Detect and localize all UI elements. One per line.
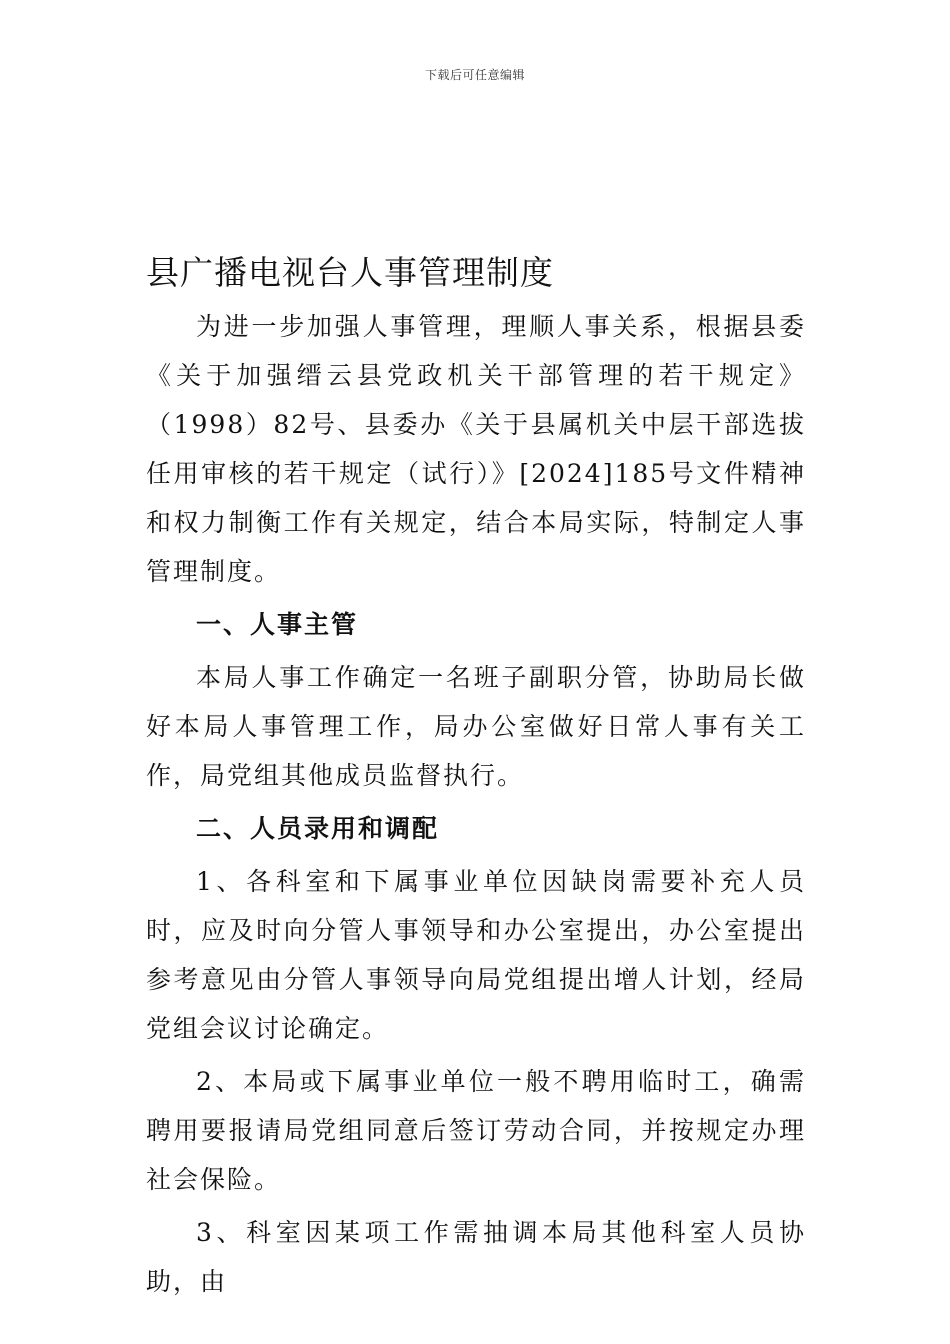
section-2-item-1: 1、各科室和下属事业单位因缺岗需要补充人员时，应及时向分管人事领导和办公室提出，办公室提出参考意见由分管人事领导向局党组提出增人计划，经局党组会议讨论确定。 (146, 867, 806, 1043)
section-1-heading: 一、人事主管 (196, 610, 359, 639)
section-2-item-2: 2、本局或下属事业单位一般不聘用临时工，确需聘用要报请局党组同意后签订劳动合同，并按规定办理社会保险。 (146, 1067, 806, 1194)
header-note: 下载后可任意编辑 (424, 68, 525, 82)
document-title: 县广播电视台人事管理制度 (146, 253, 554, 292)
section-2-item-3: 3、科室因某项工作需抽调本局其他科室人员协助，由 (146, 1218, 806, 1296)
section-2-heading: 二、人员录用和调配 (196, 814, 440, 843)
document-body (146, 250, 806, 1306)
section-1-body: 本局人事工作确定一名班子副职分管，协助局长做好本局人事管理工作，局办公室做好日常人事有关工作，局党组其他成员监督执行。 (146, 663, 806, 790)
intro-paragraph: 为进一步加强人事管理，理顺人事关系，根据县委《关于加强缙云县党政机关干部管理的若干规定》（1998）82号、县委办《关于县属机关中层干部选拔任用审核的若干规定（试行）》[2024]185号文件精神和权力制衡工作有关规定，结合本局实际，特制定人事管理制度。 (146, 312, 806, 586)
